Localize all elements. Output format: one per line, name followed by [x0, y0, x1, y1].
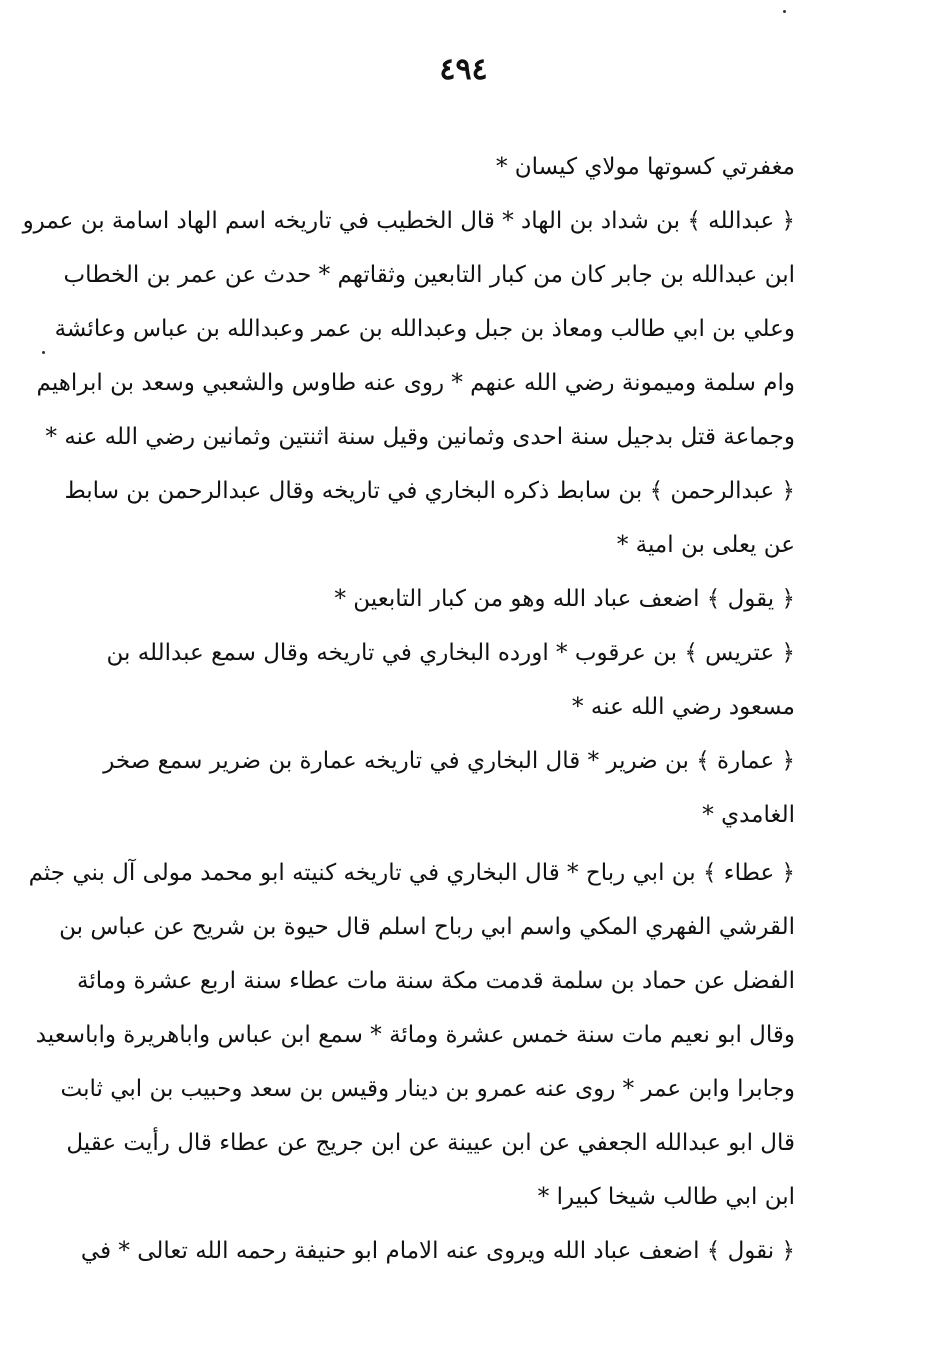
text-line: وام سلمة وميمونة رضي الله عنهم * روى عنه طاوس والشعبي وسعد بن ابراهيم [36, 370, 795, 396]
text-line: وعلي بن ابي طالب ومعاذ بن جبل وعبدالله بن عمر وعبدالله بن عباس وعائشة [54, 316, 795, 342]
page-body [22, 140, 795, 1278]
text-line: عن يعلى بن امية * [616, 532, 795, 558]
text-line: ﴿ يقول ﴾ اضعف عباد الله وهو من كبار التابعين * [334, 586, 795, 612]
text-line: ﴿ عتريس ﴾ بن عرقوب * اورده البخاري في تاريخه وقال سمع عبدالله بن [106, 640, 795, 666]
text-line: مسعود رضي الله عنه * [572, 694, 795, 720]
scan-speck [42, 351, 45, 354]
text-line: وجابرا وابن عمر * روى عنه عمرو بن دينار وقيس بن سعد وحبيب بن ابي ثابت [60, 1076, 795, 1102]
text-line: ابن عبدالله بن جابر كان من كبار التابعين وثقاتهم * حدث عن عمر بن الخطاب [63, 262, 795, 288]
text-line: ﴿ عبدالرحمن ﴾ بن سابط ذكره البخاري في تاريخه وقال عبدالرحمن بن سابط [64, 478, 795, 504]
text-line: القرشي الفهري المكي واسم ابي رباح اسلم قال حيوة بن شريح عن عباس بن [59, 914, 795, 940]
text-line: ﴿ عطاء ﴾ بن ابي رباح * قال البخاري في تاريخه كنيته ابو محمد مولى آل بني جثم [28, 860, 795, 886]
text-line: مغفرتي كسوتها مولاي كيسان * [495, 154, 795, 180]
text-line: وقال ابو نعيم مات سنة خمس عشرة ومائة * سمع ابن عباس واباهريرة واباسعيد [35, 1022, 795, 1048]
text-line: ﴿ عبدالله ﴾ بن شداد بن الهاد * قال الخطيب في تاريخه اسم الهاد اسامة بن عمرو [22, 208, 795, 234]
text-line: ﴿ نقول ﴾ اضعف عباد الله ويروى عنه الامام ابو حنيفة رحمه الله تعالى * في [80, 1238, 795, 1264]
text-line: ابن ابي طالب شيخا كبيرا * [537, 1184, 795, 1210]
text-line: الفضل عن حماد بن سلمة قدمت مكة سنة مات عطاء سنة اربع عشرة ومائة [77, 968, 795, 994]
text-line: الغامدي * [702, 802, 795, 828]
text-line: وجماعة قتل بدجيل سنة احدى وثمانين وقيل سنة اثنتين وثمانين رضي الله عنه * [45, 424, 795, 450]
text-line: قال ابو عبدالله الجعفي عن ابن عيينة عن ابن جريج عن عطاء قال رأيت عقيل [66, 1130, 795, 1156]
text-line: ﴿ عمارة ﴾ بن ضرير * قال البخاري في تاريخه عمارة بن ضرير سمع صخر [103, 748, 795, 774]
scan-speck [783, 10, 786, 13]
page-number: ٤٩٤ [439, 52, 488, 87]
